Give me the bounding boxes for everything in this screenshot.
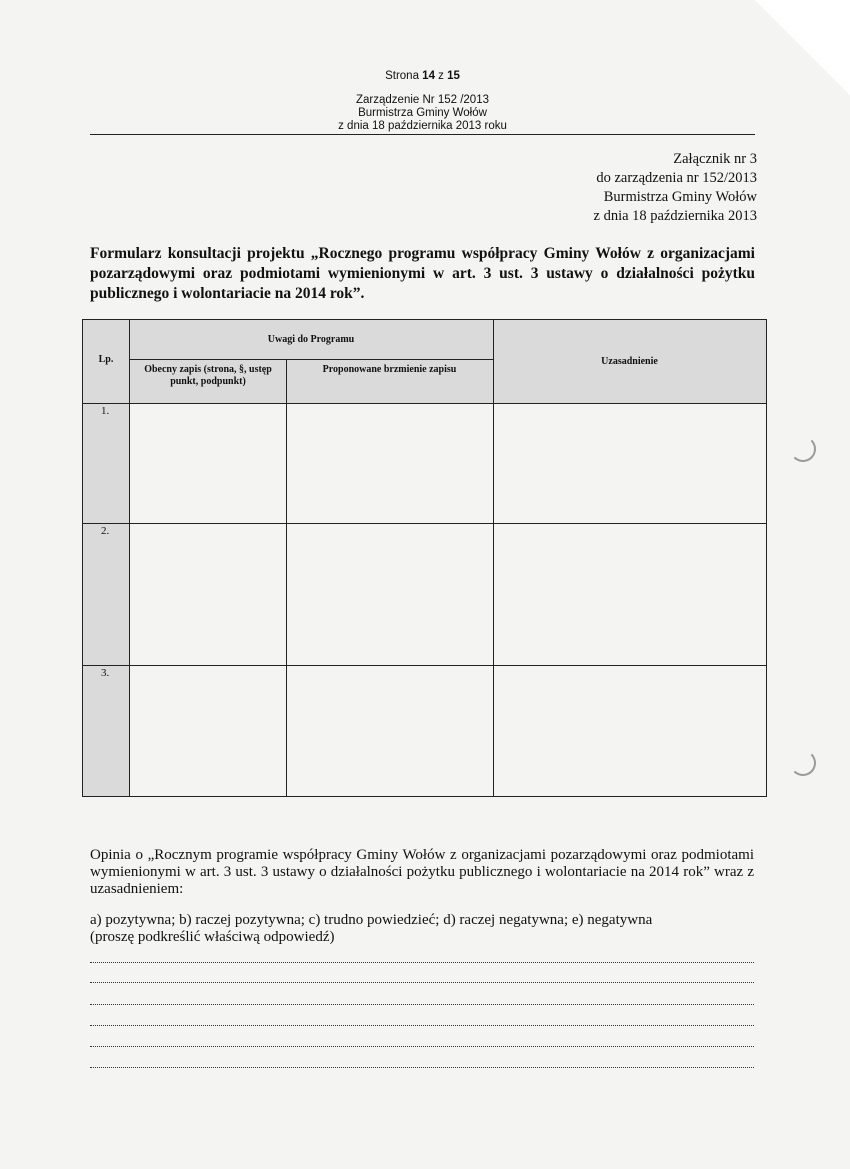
proposed-text-field[interactable] [287, 524, 492, 664]
justification-field[interactable] [494, 666, 766, 796]
form-title: Formularz konsultacji projektu „Rocznego programu współpracy Gminy Wołów z organizacjami pozarządowymi oraz podmiotami wymienionymi w art. 3 ust. 3 ustawy o działalności pożytku publicznego i wolontariacie na 2014 rok”. [90, 245, 755, 302]
opinion-instruction: (proszę podkreślić właściwą odpowiedź) [90, 929, 335, 945]
current-text-field[interactable] [130, 404, 285, 522]
opinion-text: Opinia o „Rocznym programie współpracy Gminy Wołów z organizacjami pozarządowymi oraz podmiotami wymienionymi w art. 3 ust. 3 ustawy o działalności pożytku publicznego i wolontariacie na 2014 rok” wraz z uzasadnieniem: [90, 847, 754, 897]
column-header-current: Obecny zapis (strona, §, ustęp punkt, podpunkt) [144, 364, 272, 387]
binder-hole-icon [790, 750, 816, 776]
binder-hole-icon [790, 436, 816, 462]
opinion-options[interactable]: a) pozytywna; b) raczej pozytywna; c) trudno powiedzieć; d) raczej negatywna; e) negatywna [90, 912, 653, 928]
proposed-text-field[interactable] [287, 404, 492, 522]
table-row-number: 3. [101, 667, 110, 679]
ordinance-header [90, 94, 755, 133]
column-header-justification: Uzasadnienie [601, 356, 658, 367]
page-number: Strona 14 z 15 [385, 70, 460, 82]
attachment-ordinance: do zarządzenia nr 152/2013 [596, 170, 757, 186]
answer-line[interactable] [90, 994, 754, 1005]
header-divider [90, 134, 755, 135]
attachment-block [594, 150, 757, 226]
attachment-date: z dnia 18 października 2013 [593, 208, 757, 224]
consultation-table [82, 319, 767, 797]
ordinance-number: Zarządzenie Nr 152 /2013 [356, 94, 489, 106]
ordinance-issuer: Burmistrza Gminy Wołów [358, 107, 487, 119]
answer-line[interactable] [90, 1015, 754, 1026]
answer-line[interactable] [90, 972, 754, 983]
answer-line[interactable] [90, 1057, 754, 1068]
column-header-proposed: Proponowane brzmienie zapisu [322, 364, 457, 375]
justification-field[interactable] [494, 524, 766, 664]
current-text-field[interactable] [130, 524, 285, 664]
answer-line[interactable] [90, 952, 754, 963]
justification-field[interactable] [494, 404, 766, 522]
column-header-lp: Lp. [98, 354, 114, 365]
lp-column-background [83, 403, 129, 796]
proposed-text-field[interactable] [287, 666, 492, 796]
attachment-issuer: Burmistrza Gminy Wołów [603, 189, 757, 205]
attachment-number: Załącznik nr 3 [673, 151, 757, 167]
table-row-number: 2. [101, 525, 110, 537]
table-row-number: 1. [101, 405, 110, 417]
column-group-header: Uwagi do Programu [267, 334, 355, 345]
ordinance-date: z dnia 18 października 2013 roku [338, 120, 507, 132]
folded-corner [755, 0, 850, 95]
current-text-field[interactable] [130, 666, 285, 796]
answer-line[interactable] [90, 1036, 754, 1047]
opinion-choices [90, 912, 754, 946]
